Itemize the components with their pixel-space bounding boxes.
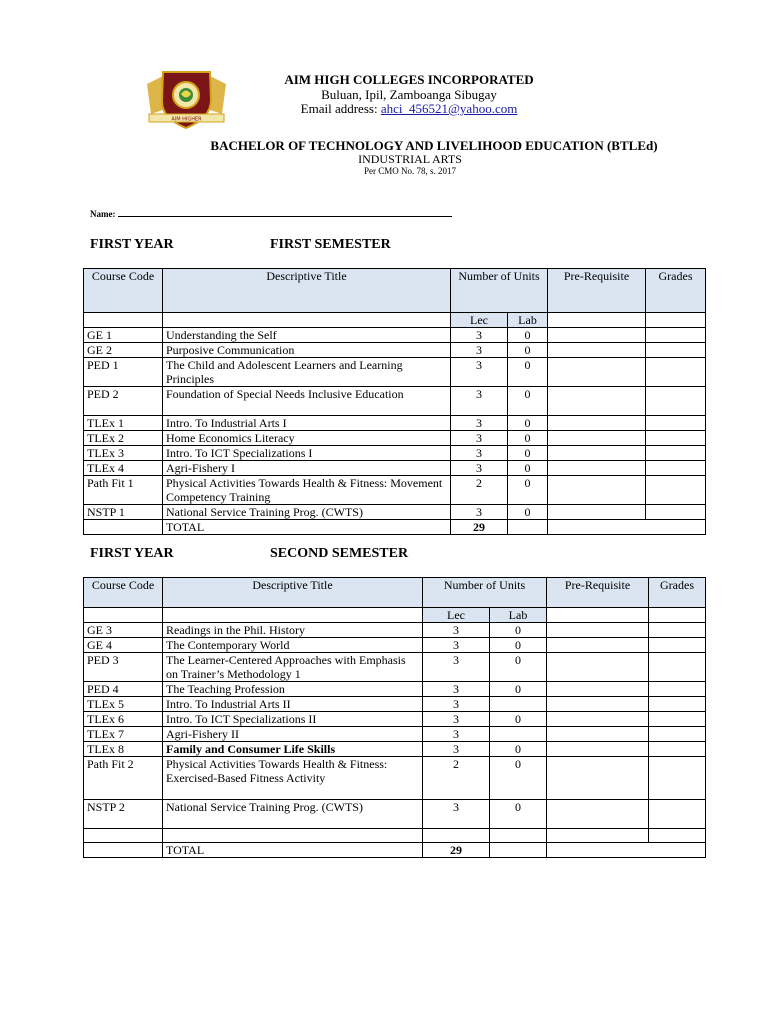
course-lec-units: 3 bbox=[451, 387, 508, 416]
course-title: Agri-Fishery II bbox=[163, 727, 423, 742]
course-lab-units: 0 bbox=[508, 358, 548, 387]
course-lab-units: 0 bbox=[508, 505, 548, 520]
course-code: Path Fit 1 bbox=[84, 476, 163, 505]
course-lec-units: 3 bbox=[423, 638, 490, 653]
table-header-row bbox=[84, 269, 706, 313]
course-row bbox=[84, 416, 706, 431]
table-subheader-row bbox=[84, 608, 706, 623]
col-pre-requisite: Pre-Requisite bbox=[548, 269, 646, 313]
course-row bbox=[84, 697, 706, 712]
course-lab-units: 0 bbox=[508, 387, 548, 416]
course-lec-units: 3 bbox=[423, 697, 490, 712]
course-title bbox=[163, 829, 423, 843]
course-code: TLEx 2 bbox=[84, 431, 163, 446]
semester-1-year: FIRST YEAR bbox=[90, 237, 174, 252]
course-lec-units: 3 bbox=[423, 653, 490, 682]
course-code: TLEx 1 bbox=[84, 416, 163, 431]
course-lec-units: 3 bbox=[451, 446, 508, 461]
course-lab-units: 0 bbox=[490, 638, 547, 653]
course-grade bbox=[649, 829, 706, 843]
course-pre-requisite bbox=[548, 446, 646, 461]
course-row bbox=[84, 505, 706, 520]
course-pre-requisite bbox=[548, 358, 646, 387]
course-grade bbox=[646, 387, 706, 416]
course-pre-requisite bbox=[547, 623, 649, 638]
course-lec-units: 3 bbox=[451, 461, 508, 476]
course-grade bbox=[646, 461, 706, 476]
total-label: TOTAL bbox=[163, 843, 423, 858]
course-grade bbox=[646, 446, 706, 461]
course-lec-units: 3 bbox=[451, 431, 508, 446]
semester-2-table bbox=[83, 577, 706, 858]
course-title: Intro. To Industrial Arts II bbox=[163, 697, 423, 712]
course-lab-units: 0 bbox=[490, 742, 547, 757]
course-grade bbox=[649, 727, 706, 742]
course-code: GE 2 bbox=[84, 343, 163, 358]
total-row bbox=[84, 520, 706, 535]
course-row bbox=[84, 476, 706, 505]
table-subheader-row bbox=[84, 313, 706, 328]
course-row bbox=[84, 727, 706, 742]
course-code: GE 4 bbox=[84, 638, 163, 653]
course-lec-units: 3 bbox=[423, 712, 490, 727]
course-pre-requisite bbox=[548, 416, 646, 431]
course-pre-requisite bbox=[547, 727, 649, 742]
course-lab-units bbox=[490, 829, 547, 843]
course-lec-units: 3 bbox=[423, 727, 490, 742]
course-code: Path Fit 2 bbox=[84, 757, 163, 800]
course-code: GE 3 bbox=[84, 623, 163, 638]
course-title: The Child and Adolescent Learners and Learning Principles bbox=[163, 358, 451, 387]
col-grades: Grades bbox=[646, 269, 706, 313]
course-row bbox=[84, 387, 706, 416]
course-title: Home Economics Literacy bbox=[163, 431, 451, 446]
course-grade bbox=[649, 623, 706, 638]
course-lec-units bbox=[423, 829, 490, 843]
total-label: TOTAL bbox=[163, 520, 451, 535]
total-units: 29 bbox=[451, 520, 508, 535]
course-pre-requisite bbox=[547, 653, 649, 682]
col-course-code: Course Code bbox=[84, 578, 163, 608]
course-title: The Learner-Centered Approaches with Emphasis on Trainer’s Methodology 1 bbox=[163, 653, 423, 682]
course-grade bbox=[649, 712, 706, 727]
col-lab: Lab bbox=[490, 608, 547, 623]
course-code: NSTP 2 bbox=[84, 800, 163, 829]
col-number-of-units: Number of Units bbox=[451, 269, 548, 313]
course-title: Purposive Communication bbox=[163, 343, 451, 358]
course-pre-requisite bbox=[547, 697, 649, 712]
course-pre-requisite bbox=[547, 742, 649, 757]
course-grade bbox=[649, 757, 706, 800]
course-code: TLEx 8 bbox=[84, 742, 163, 757]
course-lab-units: 0 bbox=[490, 653, 547, 682]
course-code: PED 2 bbox=[84, 387, 163, 416]
course-lab-units: 0 bbox=[490, 682, 547, 697]
college-email bbox=[263, 101, 555, 117]
course-row bbox=[84, 682, 706, 697]
course-code: TLEx 6 bbox=[84, 712, 163, 727]
name-blank-line[interactable] bbox=[118, 208, 452, 217]
course-title: Intro. To ICT Specializations II bbox=[163, 712, 423, 727]
course-row bbox=[84, 653, 706, 682]
total-units: 29 bbox=[423, 843, 490, 858]
semester-1-term: FIRST SEMESTER bbox=[270, 237, 391, 252]
course-title: Physical Activities Towards Health & Fitness: Movement Competency Training bbox=[163, 476, 451, 505]
course-lec-units: 3 bbox=[451, 343, 508, 358]
course-row bbox=[84, 623, 706, 638]
course-title: Family and Consumer Life Skills bbox=[163, 742, 423, 757]
course-row bbox=[84, 800, 706, 829]
course-lab-units: 0 bbox=[490, 712, 547, 727]
course-row bbox=[84, 461, 706, 476]
email-link[interactable]: ahci_456521@yahoo.com bbox=[380, 101, 518, 116]
semester-1-table bbox=[83, 268, 706, 535]
course-grade bbox=[649, 800, 706, 829]
course-lab-units: 0 bbox=[508, 476, 548, 505]
course-lec-units: 3 bbox=[423, 623, 490, 638]
course-pre-requisite bbox=[547, 829, 649, 843]
course-lab-units bbox=[490, 697, 547, 712]
course-code: TLEx 4 bbox=[84, 461, 163, 476]
course-lec-units: 3 bbox=[423, 742, 490, 757]
course-grade bbox=[646, 358, 706, 387]
course-lec-units: 3 bbox=[451, 505, 508, 520]
course-row bbox=[84, 446, 706, 461]
course-lab-units: 0 bbox=[508, 328, 548, 343]
course-code: TLEx 3 bbox=[84, 446, 163, 461]
course-pre-requisite bbox=[548, 431, 646, 446]
college-name: AIM HIGH COLLEGES INCORPORATED bbox=[284, 72, 534, 87]
semester-2-heading bbox=[90, 546, 408, 562]
course-row bbox=[84, 712, 706, 727]
college-logo bbox=[145, 70, 228, 130]
cmo-reference: Per CMO No. 78, s. 2017 bbox=[363, 166, 456, 176]
course-pre-requisite bbox=[547, 800, 649, 829]
course-title: National Service Training Prog. (CWTS) bbox=[163, 800, 423, 829]
course-row bbox=[84, 638, 706, 653]
course-title: Physical Activities Towards Health & Fitness: Exercised-Based Fitness Activity bbox=[163, 757, 423, 800]
course-code: PED 3 bbox=[84, 653, 163, 682]
name-field[interactable] bbox=[90, 208, 452, 219]
course-code: TLEx 5 bbox=[84, 697, 163, 712]
col-course-code: Course Code bbox=[84, 269, 163, 313]
course-title: Intro. To Industrial Arts I bbox=[163, 416, 451, 431]
course-code bbox=[84, 829, 163, 843]
course-lec-units: 3 bbox=[451, 358, 508, 387]
course-pre-requisite bbox=[547, 712, 649, 727]
program-title: BACHELOR OF TECHNOLOGY AND LIVELIHOOD EDUCATION (BTLEd) bbox=[210, 138, 658, 153]
course-lab-units: 0 bbox=[508, 416, 548, 431]
logo-motto: AIM HIGHER bbox=[171, 116, 202, 123]
col-lec: Lec bbox=[451, 313, 508, 328]
course-grade bbox=[646, 416, 706, 431]
course-lab-units: 0 bbox=[490, 623, 547, 638]
course-row bbox=[84, 829, 706, 843]
college-address: Buluan, Ipil, Zamboanga Sibugay bbox=[321, 87, 497, 102]
email-label: Email address: bbox=[300, 101, 378, 116]
course-title: The Teaching Profession bbox=[163, 682, 423, 697]
course-pre-requisite bbox=[548, 476, 646, 505]
course-grade bbox=[649, 638, 706, 653]
course-lab-units: 0 bbox=[490, 757, 547, 800]
course-code: TLEx 7 bbox=[84, 727, 163, 742]
col-lab: Lab bbox=[508, 313, 548, 328]
course-row bbox=[84, 431, 706, 446]
course-title: The Contemporary World bbox=[163, 638, 423, 653]
course-code: NSTP 1 bbox=[84, 505, 163, 520]
course-lec-units: 2 bbox=[451, 476, 508, 505]
course-title: Readings in the Phil. History bbox=[163, 623, 423, 638]
course-title: Foundation of Special Needs Inclusive Education bbox=[163, 387, 451, 416]
course-grade bbox=[646, 343, 706, 358]
course-pre-requisite bbox=[548, 505, 646, 520]
course-lab-units: 0 bbox=[508, 461, 548, 476]
course-lec-units: 3 bbox=[423, 682, 490, 697]
course-lec-units: 3 bbox=[423, 800, 490, 829]
course-grade bbox=[646, 328, 706, 343]
name-label: Name: bbox=[90, 209, 116, 219]
course-grade bbox=[649, 653, 706, 682]
course-lab-units: 0 bbox=[508, 446, 548, 461]
program-major: INDUSTRIAL ARTS bbox=[358, 152, 462, 166]
course-pre-requisite bbox=[548, 387, 646, 416]
col-lec: Lec bbox=[423, 608, 490, 623]
course-code: GE 1 bbox=[84, 328, 163, 343]
course-row bbox=[84, 328, 706, 343]
course-pre-requisite bbox=[548, 461, 646, 476]
course-lec-units: 3 bbox=[451, 416, 508, 431]
course-title: Understanding the Self bbox=[163, 328, 451, 343]
course-lab-units: 0 bbox=[490, 800, 547, 829]
course-pre-requisite bbox=[548, 343, 646, 358]
semester-2-term: SECOND SEMESTER bbox=[270, 546, 409, 561]
course-lab-units bbox=[490, 727, 547, 742]
course-lec-units: 3 bbox=[451, 328, 508, 343]
course-pre-requisite bbox=[547, 638, 649, 653]
col-grades: Grades bbox=[649, 578, 706, 608]
col-descriptive-title: Descriptive Title bbox=[163, 269, 451, 313]
course-title: National Service Training Prog. (CWTS) bbox=[163, 505, 451, 520]
total-row bbox=[84, 843, 706, 858]
course-row bbox=[84, 757, 706, 800]
col-descriptive-title: Descriptive Title bbox=[163, 578, 423, 608]
course-grade bbox=[649, 682, 706, 697]
course-lab-units: 0 bbox=[508, 343, 548, 358]
course-grade bbox=[646, 505, 706, 520]
course-row bbox=[84, 343, 706, 358]
course-row bbox=[84, 358, 706, 387]
course-code: PED 1 bbox=[84, 358, 163, 387]
course-row bbox=[84, 742, 706, 757]
semester-2-year: FIRST YEAR bbox=[90, 546, 174, 561]
course-lab-units: 0 bbox=[508, 431, 548, 446]
col-pre-requisite: Pre-Requisite bbox=[547, 578, 649, 608]
course-lec-units: 2 bbox=[423, 757, 490, 800]
course-grade bbox=[646, 431, 706, 446]
course-pre-requisite bbox=[548, 328, 646, 343]
course-pre-requisite bbox=[547, 757, 649, 800]
table-header-row bbox=[84, 578, 706, 608]
course-grade bbox=[649, 742, 706, 757]
course-pre-requisite bbox=[547, 682, 649, 697]
col-number-of-units: Number of Units bbox=[423, 578, 547, 608]
course-code: PED 4 bbox=[84, 682, 163, 697]
course-title: Agri-Fishery I bbox=[163, 461, 451, 476]
course-grade bbox=[649, 697, 706, 712]
course-title: Intro. To ICT Specializations I bbox=[163, 446, 451, 461]
course-grade bbox=[646, 476, 706, 505]
semester-1-heading bbox=[90, 237, 391, 253]
